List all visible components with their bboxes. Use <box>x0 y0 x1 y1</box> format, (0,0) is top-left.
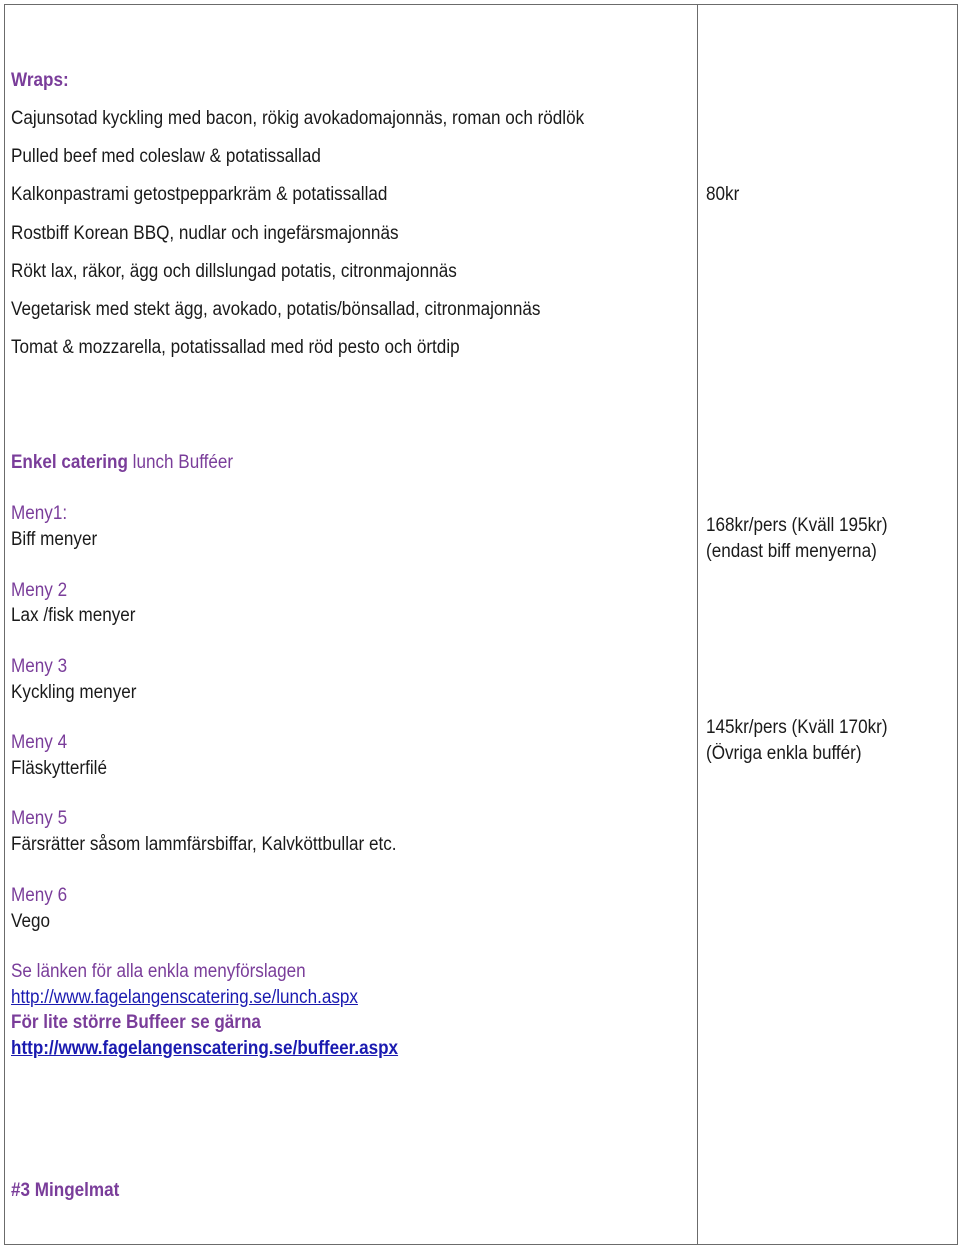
price-other-note: (Övriga enkla buffér) <box>706 743 862 764</box>
wrap-item: Tomat & mozzarella, potatissallad med röd pesto och örtdip <box>11 337 460 358</box>
wrap-item: Vegetarisk med stekt ägg, avokado, potatis/bönsallad, citronmajonnäs <box>11 299 541 320</box>
wrap-item: Rökt lax, räkor, ägg och dillslungad potatis, citronmajonnäs <box>11 261 457 282</box>
menu-desc: Biff menyer <box>11 529 98 550</box>
catering-heading-bold: Enkel catering <box>11 452 128 473</box>
lunch-link-row <box>11 987 358 1009</box>
menu-desc: Vego <box>11 911 50 932</box>
wrap-item: Pulled beef med coleslaw & potatissallad <box>11 146 321 167</box>
price-other: 145kr/pers (Kväll 170kr) <box>706 717 888 738</box>
link-intro-buffeer: För lite större Buffeer se gärna <box>11 1012 261 1033</box>
menu-desc: Färsrätter såsom lammfärsbiffar, Kalvköttbullar etc. <box>11 834 397 855</box>
menu-label: Meny 3 <box>11 656 68 677</box>
wrap-item: Cajunsotad kyckling med bacon, rökig avokadomajonnäs, roman och rödlök <box>11 108 585 129</box>
link-intro-lunch: Se länken för alla enkla menyförslagen <box>11 961 306 982</box>
buffeer-link[interactable]: http://www.fagelangenscatering.se/buffeer.aspx <box>11 1038 399 1059</box>
catering-heading-rest: lunch Bufféer <box>127 452 234 473</box>
wrap-item: Rostbiff Korean BBQ, nudlar och ingefärsmajonnäs <box>11 223 399 244</box>
menu-label: Meny 2 <box>11 580 68 601</box>
price-biff: 168kr/pers (Kväll 195kr) <box>706 515 888 536</box>
wraps-price: 80kr <box>706 184 740 205</box>
menu-label: Meny 6 <box>11 885 68 906</box>
menu-label: Meny1: <box>11 503 68 524</box>
menu-desc: Lax /fisk menyer <box>11 605 136 626</box>
lunch-link[interactable]: http://www.fagelangenscatering.se/lunch.aspx <box>11 987 358 1008</box>
menu-desc: Kyckling menyer <box>11 682 137 703</box>
column-divider <box>697 4 698 1245</box>
mingel-heading: #3 Mingelmat <box>11 1180 120 1201</box>
wraps-heading: Wraps: <box>11 70 69 91</box>
buffeer-link-row <box>11 1038 398 1060</box>
price-biff-note: (endast biff menyerna) <box>706 541 877 562</box>
menu-label: Meny 5 <box>11 808 68 829</box>
catering-heading <box>11 452 233 474</box>
wrap-item: Kalkonpastrami getostpepparkräm & potatissallad <box>11 184 388 205</box>
menu-label: Meny 4 <box>11 732 68 753</box>
menu-desc: Fläskytterfilé <box>11 758 107 779</box>
